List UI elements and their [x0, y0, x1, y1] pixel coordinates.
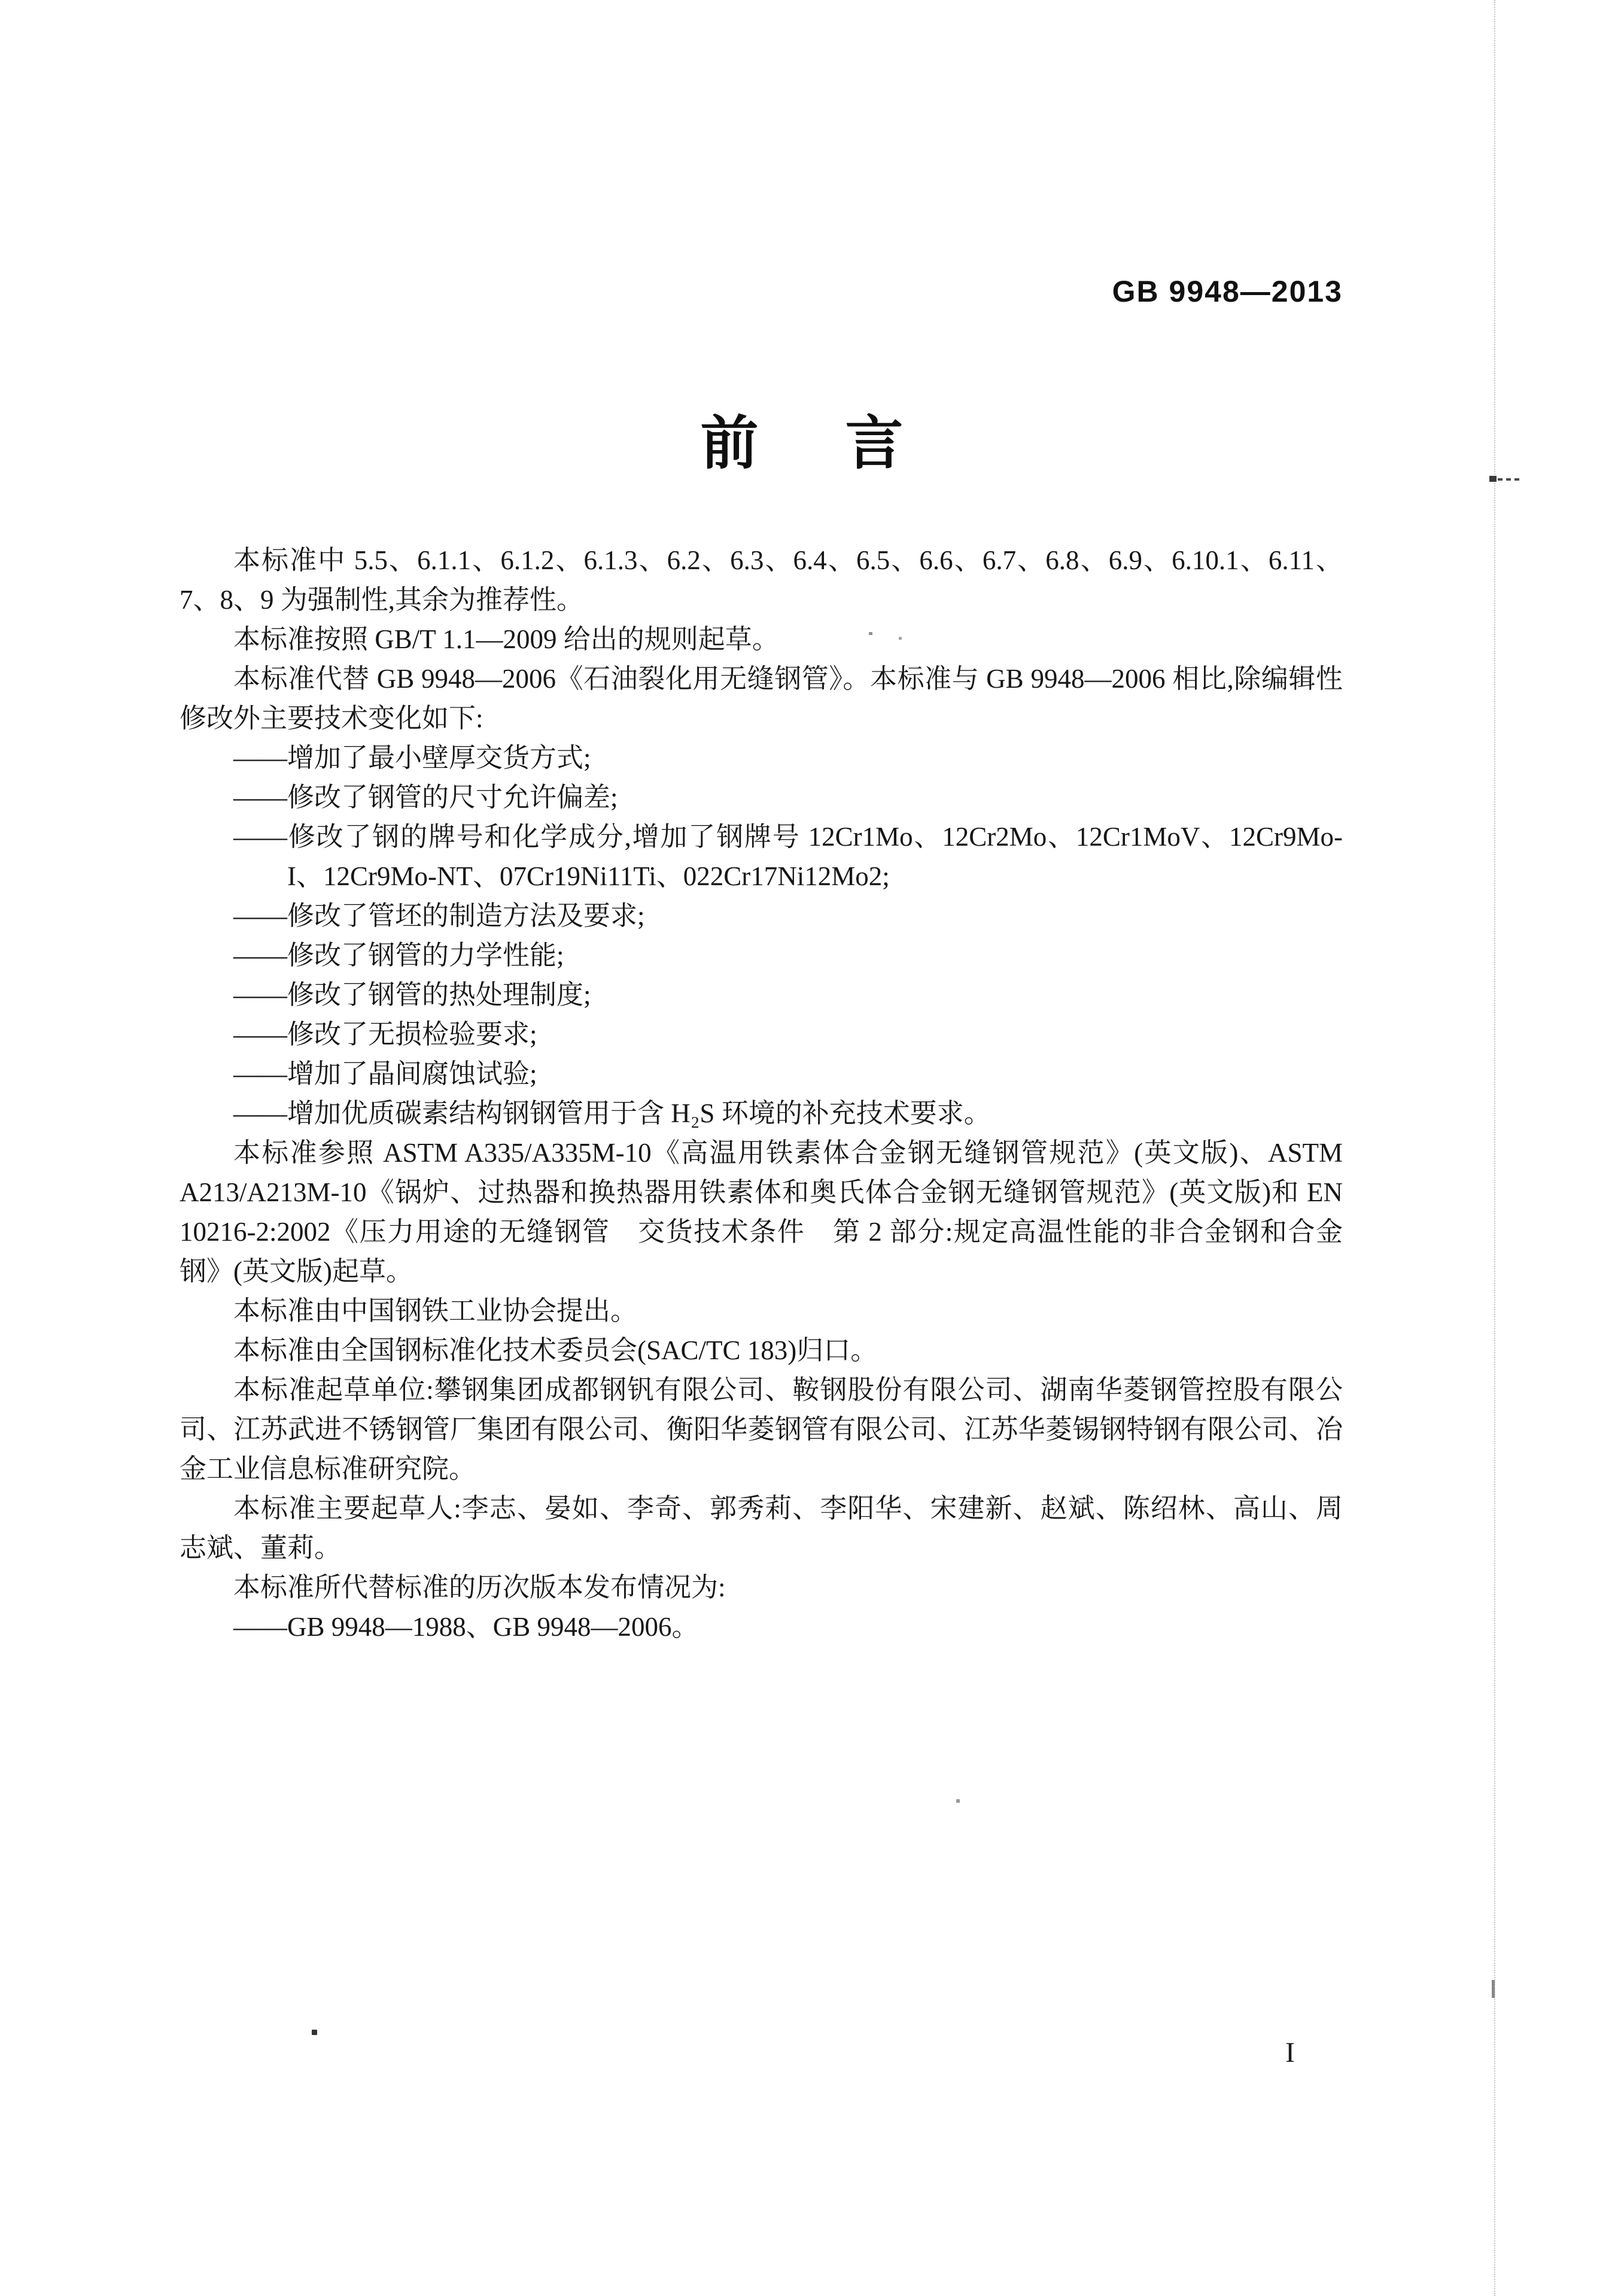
change-item: ——修改了钢的牌号和化学成分,增加了钢牌号 12Cr1Mo、12Cr2Mo、12Cr1MoV、12Cr9Mo-I、12Cr9Mo-NT、07Cr19Ni11Ti、022Cr17Ni12Mo2;: [233, 822, 1343, 891]
paragraph-drafting-organizations: 本标准起草单位:攀钢集团成都钢钒有限公司、鞍钢股份有限公司、湖南华菱钢管控股有限公司、江苏武进不锈钢管厂集团有限公司、衡阳华菱钢管有限公司、江苏华菱锡钢特钢有限公司、冶金工业信息标准研究院。: [180, 1375, 1343, 1484]
history-item: ——GB 9948—1988、GB 9948—2006。: [233, 1612, 699, 1642]
change-item: ——增加了最小壁厚交货方式;: [233, 743, 591, 773]
foreword-body: [180, 540, 1343, 1647]
scan-artifact-tick: [1498, 478, 1519, 481]
change-item: ——修改了钢管的尺寸允许偏差;: [233, 782, 618, 812]
change-item: ——修改了无损检验要求;: [233, 1019, 537, 1049]
scan-artifact-speck: [869, 632, 872, 635]
change-item: ——修改了管坯的制造方法及要求;: [233, 901, 645, 931]
scan-artifact-tick: [1489, 476, 1497, 482]
paragraph-centralized-by: 本标准由全国钢标准化技术委员会(SAC/TC 183)归口。: [233, 1335, 878, 1365]
standard-code: GB 9948—2013: [1112, 275, 1343, 308]
scan-artifact-speck: [956, 1799, 960, 1803]
paragraph-replacement: 本标准代替 GB 9948—2006《石油裂化用无缝钢管》。本标准与 GB 9948—2006 相比,除编辑性修改外主要技术变化如下:: [180, 664, 1343, 733]
paragraph-history-intro: 本标准所代替标准的历次版本发布情况为:: [233, 1572, 726, 1602]
page-title: 前 言: [700, 411, 918, 476]
paragraph-mandatory-clauses: 本标准中 5.5、6.1.1、6.1.2、6.1.3、6.2、6.3、6.4、6.5、6.6、6.7、6.8、6.9、6.10.1、6.11、7、8、9 为强制性,其余为推荐性。: [180, 545, 1343, 615]
scan-artifact-speck: [899, 637, 902, 640]
scan-artifact-dotted-line: [1494, 0, 1495, 2296]
paragraph-drafting-rule: 本标准按照 GB/T 1.1—2009 给出的规则起草。: [233, 624, 779, 654]
page-number: I: [1285, 2037, 1295, 2069]
change-item: ——增加优质碳素结构钢钢管用于含 H₂S 环境的补充技术要求。: [233, 1098, 991, 1128]
scan-artifact-speck: [312, 2030, 317, 2035]
change-item: ——修改了钢管的力学性能;: [233, 940, 564, 970]
paragraph-proposed-by: 本标准由中国钢铁工业协会提出。: [233, 1296, 638, 1326]
scan-artifact-tick: [1492, 1980, 1495, 1998]
change-item: ——修改了钢管的热处理制度;: [233, 980, 591, 1010]
change-item: ——增加了晶间腐蚀试验;: [233, 1059, 537, 1089]
paragraph-main-drafters: 本标准主要起草人:李志、晏如、李奇、郭秀莉、李阳华、宋建新、赵斌、陈绍林、高山、周志斌、董莉。: [180, 1493, 1343, 1563]
paragraph-references: 本标准参照 ASTM A335/A335M-10《高温用铁素体合金钢无缝钢管规范》(英文版)、ASTM A213/A213M-10《锅炉、过热器和换热器用铁素体和奥氏体合金钢无缝钢管规范》(英文版)和 EN 10216-2:2002《压力用途的无缝钢管 交货技术条件 第 2 部分:规定高温性能的非合金钢和合金钢》(英文版)起草。: [180, 1138, 1343, 1286]
